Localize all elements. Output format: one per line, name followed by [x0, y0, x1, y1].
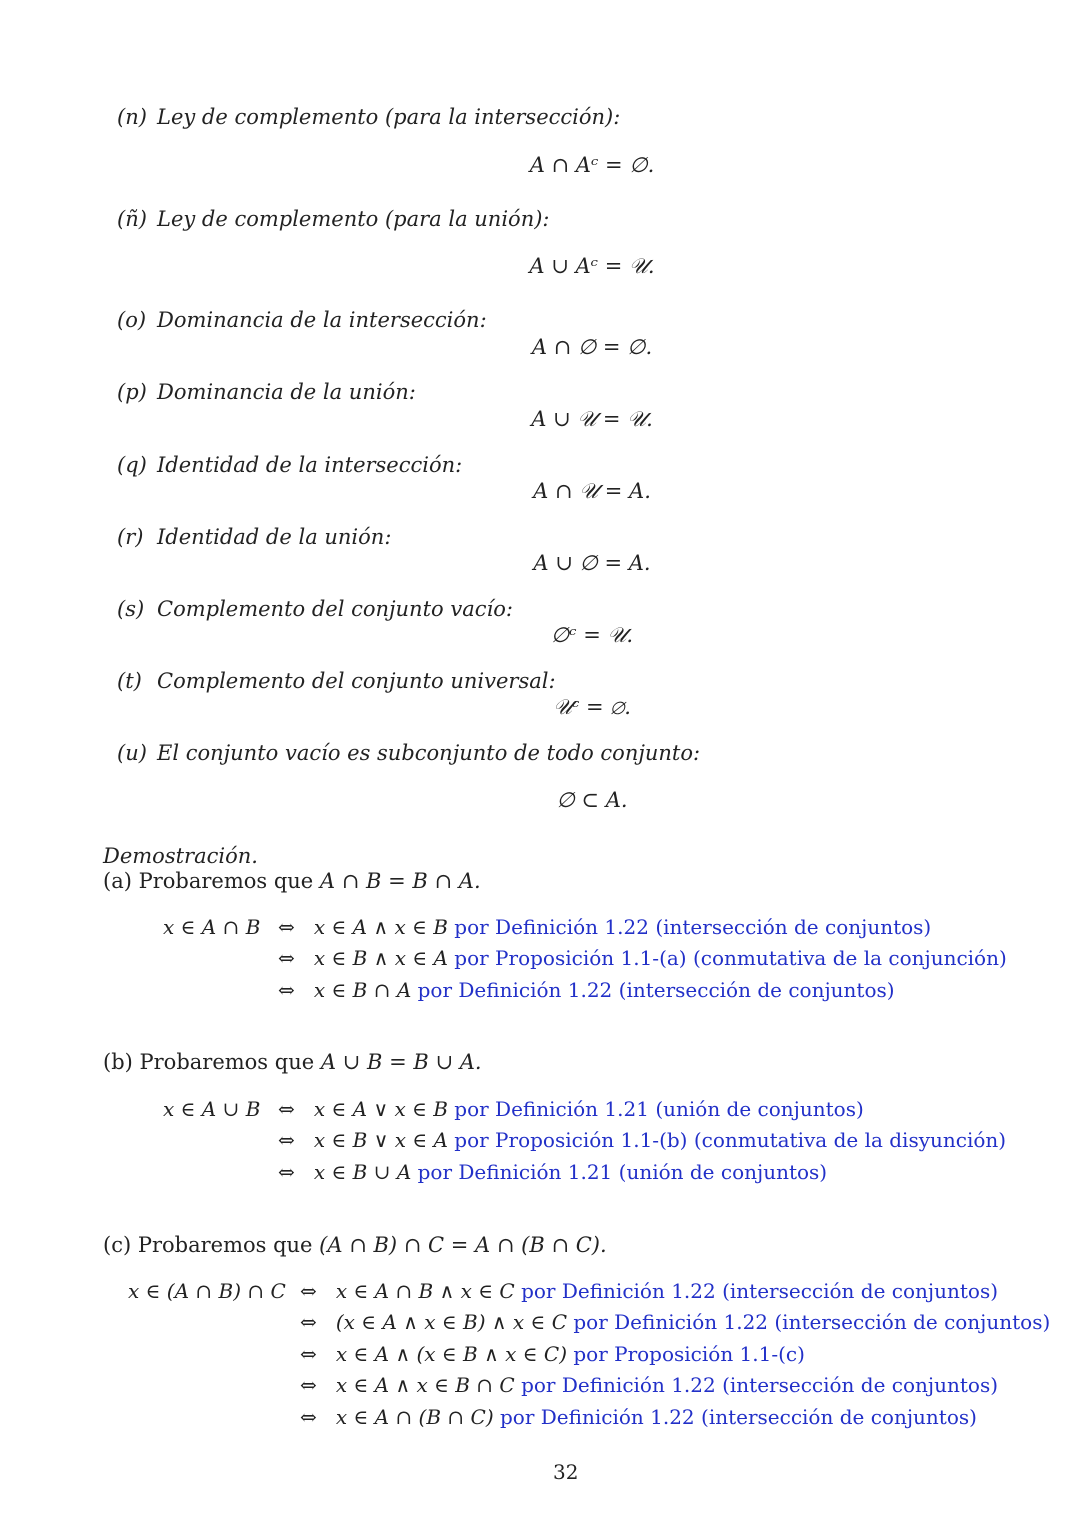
- proof-a-lhs: x ∈ A ∩ B: [163, 915, 261, 939]
- step-expression: x ∈ A ∧ (x ∈ B ∧ x ∈ C): [335, 1342, 567, 1366]
- formula-o: A ∩ ∅ = ∅.: [531, 335, 653, 359]
- proof-b-step-2: [278, 1128, 1006, 1152]
- proof-intro-math: A ∪ B = B ∪ A.: [320, 1050, 482, 1074]
- step-reason-link[interactable]: por Proposición 1.1-(b) (conmutativa de la disyunción): [454, 1128, 1007, 1152]
- property-title: Identidad de la intersección:: [157, 453, 463, 477]
- iff-symbol: ⇔: [278, 1128, 295, 1152]
- step-reason-link[interactable]: por Definición 1.21 (unión de conjuntos): [417, 1160, 828, 1184]
- iff-symbol: ⇔: [300, 1310, 317, 1334]
- demo-title: Demostración.: [103, 844, 258, 868]
- property-enye: [117, 207, 550, 231]
- step-expression: x ∈ A ∧ x ∈ B ∩ C: [335, 1373, 515, 1397]
- step-reason-link[interactable]: por Proposición 1.1-(c): [573, 1342, 805, 1366]
- step-expression: x ∈ B ∨ x ∈ A: [313, 1128, 448, 1152]
- formula-enye: A ∪ Aᶜ = 𝒰.: [529, 254, 655, 278]
- proof-intro-label: (a) Probaremos que: [103, 869, 314, 893]
- property-label: (q): [117, 453, 147, 477]
- property-label: (s): [117, 597, 145, 621]
- step-expression: x ∈ B ∧ x ∈ A: [313, 946, 448, 970]
- property-label: (p): [117, 380, 147, 404]
- step-expression: x ∈ B ∪ A: [313, 1160, 412, 1184]
- page-number: 32: [553, 1460, 579, 1484]
- property-title: Ley de complemento (para la unión):: [157, 207, 550, 231]
- property-p: [117, 380, 416, 404]
- step-reason-link[interactable]: por Definición 1.22 (intersección de conjuntos): [521, 1373, 999, 1397]
- iff-symbol: ⇔: [300, 1373, 317, 1397]
- step-expression: x ∈ B ∩ A: [313, 978, 412, 1002]
- property-label: (n): [117, 105, 147, 129]
- formula-t: 𝒰ᶜ = ∅.: [553, 695, 631, 719]
- proof-b-intro: [103, 1050, 482, 1074]
- formula-r: A ∪ ∅ = A.: [533, 551, 651, 575]
- iff-symbol: ⇔: [278, 915, 295, 939]
- property-t: [117, 669, 556, 693]
- property-title: Ley de complemento (para la intersección):: [157, 105, 621, 129]
- property-title: Complemento del conjunto vacío:: [157, 597, 513, 621]
- property-label: (r): [117, 525, 144, 549]
- proof-b-step-3: [278, 1160, 827, 1184]
- property-o: [117, 308, 487, 332]
- iff-symbol: ⇔: [278, 946, 295, 970]
- step-reason-link[interactable]: por Definición 1.22 (intersección de conjuntos): [454, 915, 932, 939]
- property-title: Dominancia de la unión:: [157, 380, 416, 404]
- proof-c-step-2: [300, 1310, 1050, 1334]
- step-reason-link[interactable]: por Definición 1.22 (intersección de conjuntos): [417, 978, 895, 1002]
- proof-c-step-5: [300, 1405, 977, 1429]
- proof-intro-label: (b) Probaremos que: [103, 1050, 315, 1074]
- step-expression: x ∈ A ∩ B ∧ x ∈ C: [335, 1279, 515, 1303]
- formula-s: ∅ᶜ = 𝒰.: [550, 623, 634, 647]
- step-reason-link[interactable]: por Definición 1.21 (unión de conjuntos): [454, 1097, 864, 1121]
- step-expression: (x ∈ A ∧ x ∈ B) ∧ x ∈ C: [335, 1310, 567, 1334]
- proof-intro-math: A ∩ B = B ∩ A.: [319, 869, 481, 893]
- proof-intro-math: (A ∩ B) ∩ C = A ∩ (B ∩ C).: [319, 1233, 607, 1257]
- property-label: (u): [117, 741, 147, 765]
- formula-n: A ∩ Aᶜ = ∅.: [529, 153, 655, 177]
- step-expression: x ∈ A ∩ (B ∩ C): [335, 1405, 494, 1429]
- iff-symbol: ⇔: [278, 978, 295, 1002]
- step-expression: x ∈ A ∧ x ∈ B: [313, 915, 448, 939]
- property-s: [117, 597, 513, 621]
- step-reason-link[interactable]: por Definición 1.22 (intersección de conjuntos): [521, 1279, 999, 1303]
- proof-intro-label: (c) Probaremos que: [103, 1233, 313, 1257]
- property-title: Complemento del conjunto universal:: [157, 669, 556, 693]
- property-r: [117, 525, 391, 549]
- proof-c-intro: [103, 1233, 607, 1257]
- proof-a-step-2: [278, 946, 1007, 970]
- property-label: (o): [117, 308, 147, 332]
- property-n: [117, 105, 620, 129]
- property-label: (t): [117, 669, 142, 693]
- proof-c-step-3: [300, 1342, 805, 1366]
- iff-symbol: ⇔: [300, 1279, 317, 1303]
- proof-a-step-1: [278, 915, 931, 939]
- proof-a-step-3: [278, 978, 895, 1002]
- proof-b-step-1: [278, 1097, 864, 1121]
- iff-symbol: ⇔: [300, 1405, 317, 1429]
- property-title: Dominancia de la intersección:: [157, 308, 487, 332]
- formula-u: ∅ ⊂ A.: [556, 788, 628, 812]
- proof-c-lhs: x ∈ (A ∩ B) ∩ C: [128, 1279, 286, 1303]
- step-reason-link[interactable]: por Definición 1.22 (intersección de conjuntos): [573, 1310, 1051, 1334]
- iff-symbol: ⇔: [278, 1097, 295, 1121]
- step-reason-link[interactable]: por Proposición 1.1-(a) (conmutativa de la conjunción): [454, 946, 1007, 970]
- property-label: (ñ): [117, 207, 147, 231]
- formula-q: A ∩ 𝒰 = A.: [533, 479, 651, 503]
- formula-p: A ∪ 𝒰 = 𝒰.: [531, 407, 653, 431]
- property-q: [117, 453, 462, 477]
- step-reason-link[interactable]: por Definición 1.22 (intersección de conjuntos): [500, 1405, 977, 1429]
- property-title: Identidad de la unión:: [157, 525, 392, 549]
- proof-c-step-1: [300, 1279, 998, 1303]
- property-u: [117, 741, 700, 765]
- proof-c-step-4: [300, 1373, 998, 1397]
- iff-symbol: ⇔: [278, 1160, 295, 1184]
- step-expression: x ∈ A ∨ x ∈ B: [313, 1097, 448, 1121]
- iff-symbol: ⇔: [300, 1342, 317, 1366]
- proof-a-intro: [103, 869, 481, 893]
- proof-b-lhs: x ∈ A ∪ B: [163, 1097, 261, 1121]
- property-title: El conjunto vacío es subconjunto de todo conjunto:: [157, 741, 701, 765]
